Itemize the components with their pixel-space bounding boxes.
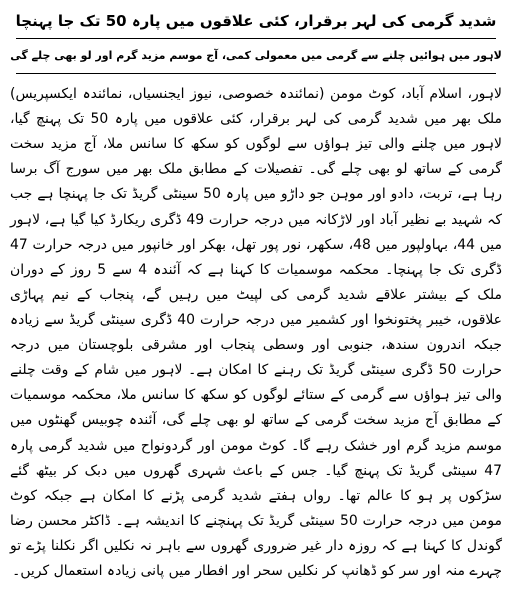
subheadline-divider — [16, 73, 496, 74]
article-paragraph: لاہور، اسلام آباد، کوٹ مومن (نمائندہ خصوصی، نیوز ایجنسیاں، نمائندہ ایکسپریس) ملک بھر میں شدید گرمی کی لہر برقرار، کئی علاقوں میں پارہ 50 تک پہنچ گیا، لاہور میں چلنے والی تیز ہواؤں سے لوگوں کو سکھ کا سانس ملا، آج مزید سخت گرمی کے ساتھ لو بھی چلے گی۔ تفصیلات کے مطابق ملک بھر میں سورج آگ برسا رہا ہے، تربت، دادو اور موہن جو داڑو میں پارہ 50 سینٹی گریڈ تک جا پہنچا ہے جب کہ شہید بے نظیر آباد اور لاڑکانہ میں درجہ حرارت 49 ڈگری ریکارڈ کیا گیا ہے، لاہور میں 44، بہاولپور میں 48، سکھر، نور پور تھل، بھکر اور خانپور میں درجہ حرارت 47 ڈگری تک جا پہنچا۔ محکمہ موسمیات کا کہنا ہے کہ آئندہ 4 سے 5 روز کے دوران ملک کے بیشتر علاقے شدید گرمی کی لپیٹ میں رہیں گے، پنجاب کے نیم پہاڑی علاقوں، خیبر پختونخوا اور کشمیر میں درجہ حرارت 40 ڈگری سینٹی گریڈ سے زیادہ جبکہ اندرون سندھ، جنوبی اور وسطی پنجاب اور مشرقی بلوچستان میں درجہ حرارت 50 ڈگری سینٹی گریڈ تک رہنے کا امکان ہے۔ لاہور میں شام کے وقت چلنے والی تیز ہواؤں سے گرمی کے ستائے لوگوں کو سکھ کا سانس ملا، محکمہ موسمیات کے مطابق آج مزید سخت گرمی کے ساتھ لو بھی چلے گی، آئندہ چوبیس گھنٹوں میں موسم مزید گرم اور خشک رہے گا۔ کوٹ مومن اور گردونواح میں شدید گرمی پارہ 47 سینٹی گریڈ تک پہنچ گیا۔ جس کے باعث شہری گھروں میں دبک کر بیٹھ گئے سڑکوں پر ہو کا عالم تھا۔ رواں ہفتے شدید گرمی پڑنے کا امکان ہے جبکہ کوٹ مومن میں درجہ حرارت 50 سینٹی گریڈ تک پہنچنے کا اندیشہ ہے۔ ڈاکٹر محسن رضا گوندل کا کہنا ہے کہ روزہ دار غیر ضروری گھروں سے باہر نہ نکلیں اگر نکلنا پڑے تو چہرے منہ اور سر کو ڈھانپ کر نکلیں سحر اور افطار میں پانی زیادہ استعمال کریں۔ — [10, 86, 502, 580]
headline: شدید گرمی کی لہر برقرار، کئی علاقوں میں پارہ 50 تک جا پہنچا — [15, 12, 497, 30]
headline-divider — [16, 38, 496, 39]
article-body — [10, 82, 502, 584]
subheadline: لاہور میں ہوائیں چلنے سے گرمی میں معمولی کمی، آج موسم مزید گرم اور لو بھی چلے گی — [10, 49, 502, 62]
